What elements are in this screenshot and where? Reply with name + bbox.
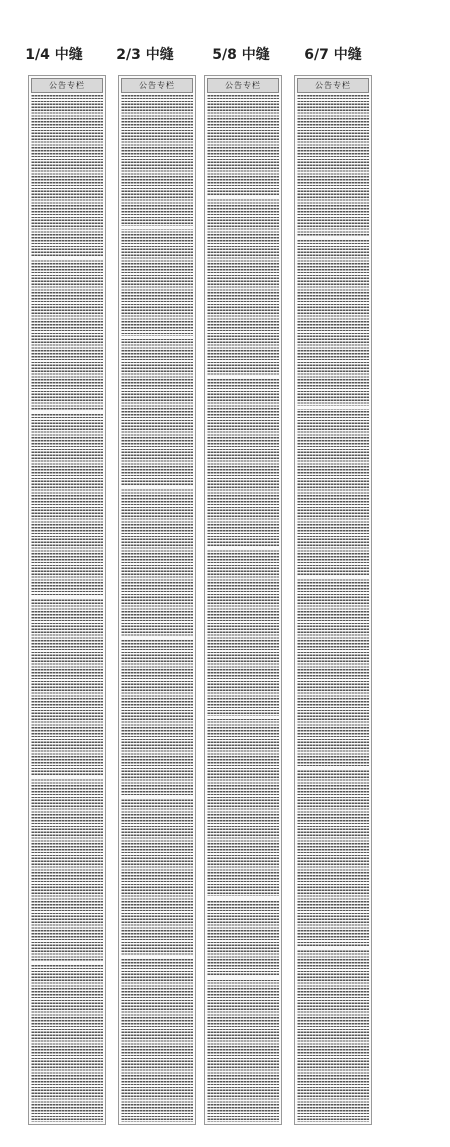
column-text-block [207, 95, 279, 1122]
announcement-column-4 [294, 75, 372, 1125]
announcement-column-1 [28, 75, 106, 1125]
column-label-2: 2/3 中缝 [116, 47, 174, 63]
column-header: 公告专栏 [121, 78, 193, 93]
column-label-1: 1/4 中缝 [25, 47, 83, 63]
column-label-4: 6/7 中缝 [304, 47, 362, 63]
column-header: 公告专栏 [297, 78, 369, 93]
column-header: 公告专栏 [207, 78, 279, 93]
column-text-block [297, 95, 369, 1122]
announcement-column-3 [204, 75, 282, 1125]
announcement-column-2 [118, 75, 196, 1125]
column-text-block [31, 95, 103, 1122]
column-text-block [121, 95, 193, 1122]
column-header: 公告专栏 [31, 78, 103, 93]
column-label-3: 5/8 中缝 [212, 47, 270, 63]
